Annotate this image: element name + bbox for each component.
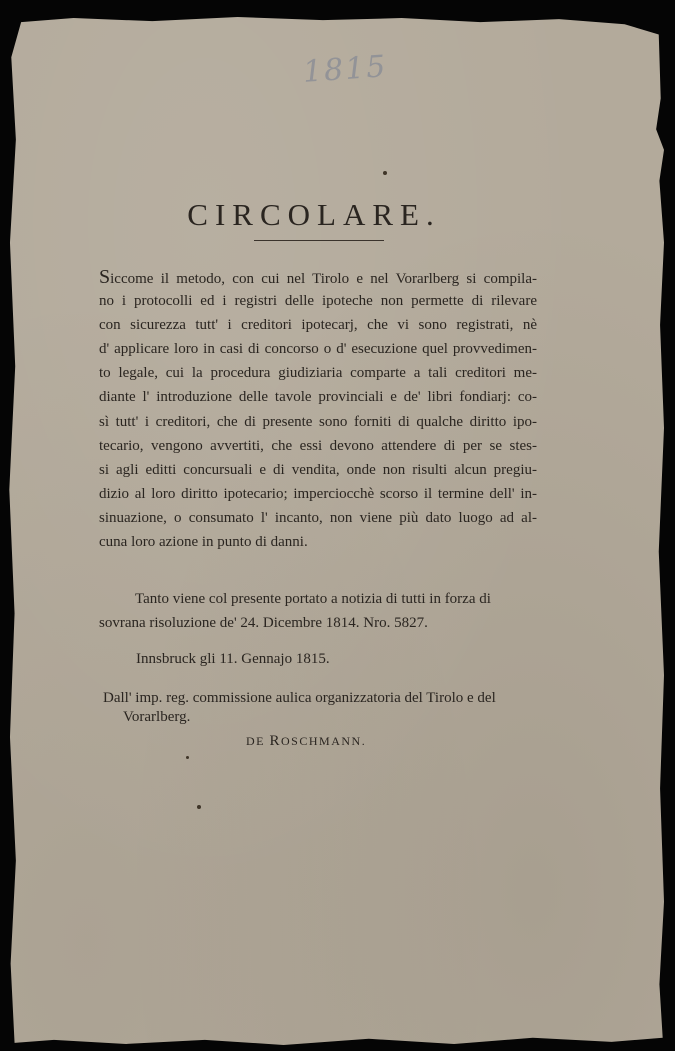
body-line: si agli editti concursuali e di vendita, onde non risulti alcun pregiu- xyxy=(99,461,537,478)
title-underline xyxy=(254,240,384,241)
ink-speck xyxy=(186,756,189,759)
notice-paragraph xyxy=(99,587,537,635)
body-line: tecario, vengono avvertiti, che essi devono attendere di per se stes- xyxy=(99,437,537,454)
initial-letter: S xyxy=(99,266,111,288)
notice-line: sovrana risoluzione de' 24. Dicembre 1814. Nro. 5827. xyxy=(99,615,428,631)
ink-speck xyxy=(383,171,387,175)
body-line: dizio al loro diritto ipotecario; imperciocchè scorso il termine dell' in- xyxy=(99,485,537,502)
circular-body xyxy=(99,265,537,554)
authority-line: Dall' imp. reg. commissione aulica organizzatoria del Tirolo e del xyxy=(103,690,496,706)
ink-speck xyxy=(197,805,201,809)
body-line: d' applicare loro in casi di concorso o d' esecuzione quel provvedimen- xyxy=(99,341,537,358)
authority-line: Vorarlberg. xyxy=(123,709,191,725)
body-line: sì tutt' i creditori, che di presente sono forniti di qualche diritto ipo- xyxy=(99,413,537,430)
body-line: cuna loro azione in punto di danni. xyxy=(99,534,308,551)
place-date: Innsbruck gli 11. Gennajo 1815. xyxy=(136,651,330,667)
signature-rest: OSCHMANN. xyxy=(281,734,367,748)
notice-line: Tanto viene col presente portato a notizia di tutti in forza di xyxy=(135,591,491,607)
document-title: CIRCOLARE. xyxy=(187,197,441,232)
issuing-authority xyxy=(103,689,496,727)
body-line: con sicurezza tutt' i creditori ipotecarj, che vi sono registrati, nè xyxy=(99,317,537,334)
body-line: sinuazione, o consumato l' incanto, non viene più dato luogo ad al- xyxy=(99,509,537,526)
pencil-year-note: 1815 xyxy=(301,49,389,90)
body-line: no i protocolli ed i registri delle ipoteche non permette di rilevare xyxy=(99,293,537,310)
body-line: to legale, cui la procedura giudiziaria comparte a tali creditori me- xyxy=(99,365,537,382)
signature-initial: R xyxy=(269,733,282,749)
signature-prefix: DE xyxy=(246,734,265,748)
body-line: Siccome il metodo, con cui nel Tirolo e nel Vorarlberg si compila- xyxy=(99,266,537,288)
body-line: diante l' introduzione delle tavole provinciali e de' libri fondiarj: co- xyxy=(99,389,537,406)
signature xyxy=(246,733,366,750)
